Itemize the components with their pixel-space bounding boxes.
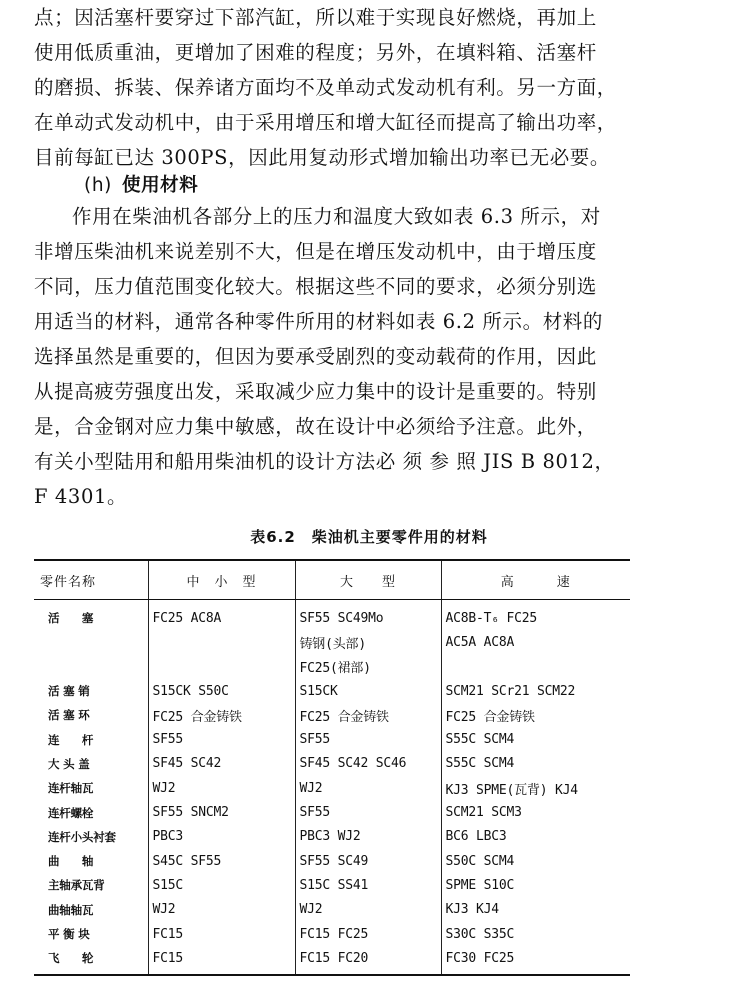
material-cell: SF55 SC49Mo — [295, 600, 441, 631]
material-cell: FC15 — [148, 922, 295, 946]
material-cell: SF45 SC42 — [148, 752, 295, 776]
material-cell: S15C SS41 — [295, 873, 441, 897]
part-name-cell: 飞 轮 — [34, 946, 148, 975]
table-caption: 表6.2 柴油机主要零件用的材料 — [250, 528, 488, 546]
part-name-cell — [34, 655, 148, 679]
material-cell: AC8B-T₆ FC25 — [441, 600, 630, 631]
paragraph-1 — [34, 0, 714, 175]
part-name-cell: 主轴承瓦背 — [48, 878, 105, 893]
table-row — [34, 727, 630, 751]
part-name-cell: 活 塞 环 — [48, 708, 90, 723]
material-cell: SF55 — [295, 727, 441, 751]
text-line: F 4301。 — [34, 485, 128, 508]
material-cell: SPME S10C — [441, 873, 630, 897]
table-row — [34, 679, 630, 703]
material-cell: S15CK — [295, 679, 441, 703]
material-cell: FC15 FC20 — [295, 946, 441, 975]
table-row — [34, 630, 630, 654]
part-name-cell: 平 衡 块 — [48, 927, 90, 941]
text-line: 选择虽然是重要的，但因为要承受剧烈的变动载荷的作用，因此 — [34, 345, 597, 368]
text-line: 从提高疲劳强度出发，采取减少应力集中的设计是重要的。特别 — [34, 380, 597, 403]
table-header-row — [34, 560, 630, 600]
material-cell: SF55 SNCM2 — [148, 800, 295, 824]
material-cell: S15C — [148, 873, 295, 897]
material-cell: FC25 合金铸铁 — [441, 703, 630, 727]
part-name-cell: 活 塞 — [48, 611, 94, 626]
material-cell — [148, 655, 295, 679]
material-cell: FC30 FC25 — [441, 946, 630, 975]
table-row — [34, 703, 630, 727]
text-line: 有关小型陆用和船用柴油机的设计方法必 须 参 照 JIS B 8012， — [34, 450, 615, 473]
text-line: 点；因活塞杆要穿过下部汽缸，所以难于实现良好燃烧，再加上 — [34, 6, 597, 29]
part-name-cell: 连杆小头衬套 — [48, 829, 116, 844]
section-heading — [34, 168, 714, 203]
part-name-cell: 连杆螺栓 — [48, 805, 94, 820]
material-cell: SCM21 SCM3 — [441, 800, 630, 824]
material-cell: SF55 — [295, 800, 441, 824]
material-cell: S50C SCM4 — [441, 849, 630, 873]
column-header: 零件名称 — [34, 560, 148, 600]
text-line: 的磨损、拆装、保养诸方面均不及单动式发动机有利。另一方面， — [34, 76, 617, 99]
material-cell: WJ2 — [148, 776, 295, 800]
material-cell: FC25 合金铸铁 — [295, 703, 441, 727]
table-row — [34, 873, 630, 897]
part-name-cell: 活 塞 销 — [48, 684, 90, 699]
text-line: 用适当的材料，通常各种零件所用的材料如表 6.2 所示。材料的 — [34, 310, 604, 333]
material-cell: WJ2 — [148, 898, 295, 922]
material-cell: KJ3 SPME(瓦背) KJ4 — [441, 776, 630, 800]
section-title: 使用材料 — [121, 175, 199, 196]
part-name-cell: 连杆轴瓦 — [48, 781, 94, 796]
column-header: 中 小 型 — [148, 560, 295, 600]
material-cell: FC25(裙部) — [295, 655, 441, 679]
part-name-cell — [34, 630, 148, 654]
material-cell: FC25 AC8A — [148, 600, 295, 631]
column-header: 高 速 — [441, 560, 630, 600]
material-cell: SF55 SC49 — [295, 849, 441, 873]
material-cell: FC15 FC25 — [295, 922, 441, 946]
material-cell: 铸钢(头部) — [295, 630, 441, 654]
text-line: 在单动式发动机中，由于采用增压和增大缸径而提高了输出功率， — [34, 111, 617, 134]
material-cell: SCM21 SCr21 SCM22 — [441, 679, 630, 703]
table-body — [34, 600, 630, 976]
material-cell: S45C SF55 — [148, 849, 295, 873]
material-cell: KJ3 KJ4 — [441, 898, 630, 922]
table-row — [34, 752, 630, 776]
text-line: 使用低质重油，更增加了困难的程度；另外，在填料箱、活塞杆 — [34, 41, 597, 64]
part-name-cell: 曲 轴 — [48, 854, 94, 869]
table-row — [34, 655, 630, 679]
text-line: 非增压柴油机来说差别不大，但是在增压发动机中，由于增压度 — [34, 240, 597, 263]
table-row — [34, 946, 630, 975]
material-cell — [441, 655, 630, 679]
material-cell: S55C SCM4 — [441, 752, 630, 776]
material-cell: SF45 SC42 SC46 — [295, 752, 441, 776]
table-row — [34, 898, 630, 922]
material-cell: FC25 合金铸铁 — [148, 703, 295, 727]
paragraph-2 — [34, 199, 714, 514]
material-cell: S15CK S50C — [148, 679, 295, 703]
table-row — [34, 849, 630, 873]
part-name-cell: 连 杆 — [48, 732, 94, 747]
table-row — [34, 800, 630, 824]
material-cell: FC15 — [148, 946, 295, 975]
material-cell: BC6 LBC3 — [441, 825, 630, 849]
column-header: 大 型 — [295, 560, 441, 600]
table-row — [34, 600, 630, 631]
text-line: 不同，压力值范围变化较大。根据这些不同的要求，必须分别选 — [34, 275, 597, 298]
material-cell: SF55 — [148, 727, 295, 751]
table-row — [34, 776, 630, 800]
part-name-cell: 大 头 盖 — [48, 756, 90, 771]
text-line: 是，合金钢对应力集中敏感，故在设计中必须给予注意。此外， — [34, 415, 597, 438]
material-cell: AC5A AC8A — [441, 630, 630, 654]
material-cell: S30C S35C — [441, 922, 630, 946]
part-name-cell: 曲轴轴瓦 — [48, 902, 94, 917]
material-cell: WJ2 — [295, 776, 441, 800]
table-row — [34, 825, 630, 849]
material-cell: S55C SCM4 — [441, 727, 630, 751]
text-line: 目前每缸已达 300PS，因此用复动形式增加输出功率已无必要。 — [34, 146, 610, 169]
table-row — [34, 922, 630, 946]
text-line: 作用在柴油机各部分上的压力和温度大致如表 6.3 所示，对 — [72, 205, 601, 228]
section-number: (h) — [84, 175, 112, 196]
materials-table — [34, 559, 630, 976]
material-cell: PBC3 — [148, 825, 295, 849]
material-cell: PBC3 WJ2 — [295, 825, 441, 849]
material-cell — [148, 630, 295, 654]
material-cell: WJ2 — [295, 898, 441, 922]
